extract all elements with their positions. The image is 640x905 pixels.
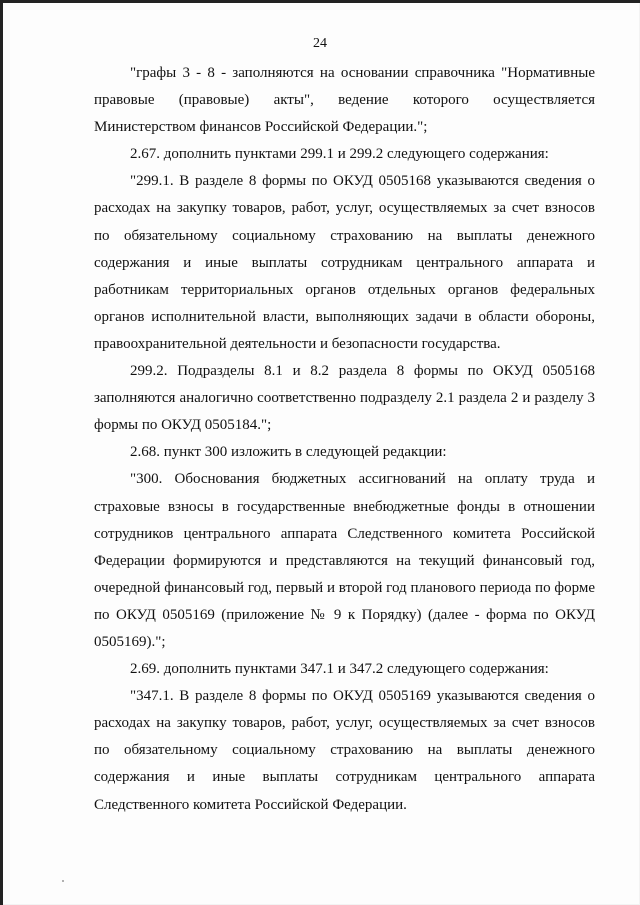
paragraph-item-2-68: 2.68. пункт 300 изложить в следующей редакции: bbox=[130, 444, 447, 461]
scan-edge-left bbox=[0, 0, 3, 905]
paragraph-item-2-67: 2.67. дополнить пунктами 299.1 и 299.2 следующего содержания: bbox=[130, 146, 549, 163]
document-body bbox=[94, 60, 595, 819]
scan-speck bbox=[62, 880, 64, 882]
scan-edge-top bbox=[0, 0, 640, 3]
paragraph-item-299-1: "299.1. В разделе 8 формы по ОКУД 0505168 указываются сведения о расходах на закупку товаров, работ, услуг, осуществляемых за счет взносов по обязательному социальному страхованию на выплаты денежного содержания и иные выплаты сотрудникам центрального аппарата и работникам территориальных органов отдельных органов федеральных органов исполнительной власти, выполняющих задачи в области обороны, правоохранительной деятельности и безопасности государства. bbox=[94, 173, 595, 352]
paragraph-item-300: "300. Обоснования бюджетных ассигнований на оплату труда и страховые взносы в государственные внебюджетные фонды в отношении сотрудников центрального аппарата Следственного комитета Российской Федерации формируются и представляются на текущий финансовый год, очередной финансовый год, первый и второй год планового периода по форме по ОКУД 0505169 (приложение № 9 к Порядку) (далее - форма по ОКУД 0505169)."; bbox=[94, 471, 595, 650]
paragraph-item-299-2: 299.2. Подразделы 8.1 и 8.2 раздела 8 формы по ОКУД 0505168 заполняются аналогично соответственно подразделу 2.1 раздела 2 и разделу 3 формы по ОКУД 0505184."; bbox=[94, 363, 595, 434]
paragraph-columns-3-8: "графы 3 - 8 - заполняются на основании справочника "Нормативные правовые (правовые) акты", ведение которого осуществляется Министерством финансов Российской Федерации."; bbox=[94, 65, 595, 136]
page-number: 24 bbox=[313, 36, 327, 51]
paragraph-item-347-1: "347.1. В разделе 8 формы по ОКУД 0505169 указываются сведения о расходах на закупку товаров, работ, услуг, осуществляемых за счет взносов по обязательному социальному страхованию на выплаты денежного содержания и иные выплаты сотрудникам центрального аппарата Следственного комитета Российской Федерации. bbox=[94, 688, 595, 813]
paragraph-item-2-69: 2.69. дополнить пунктами 347.1 и 347.2 следующего содержания: bbox=[130, 661, 549, 678]
